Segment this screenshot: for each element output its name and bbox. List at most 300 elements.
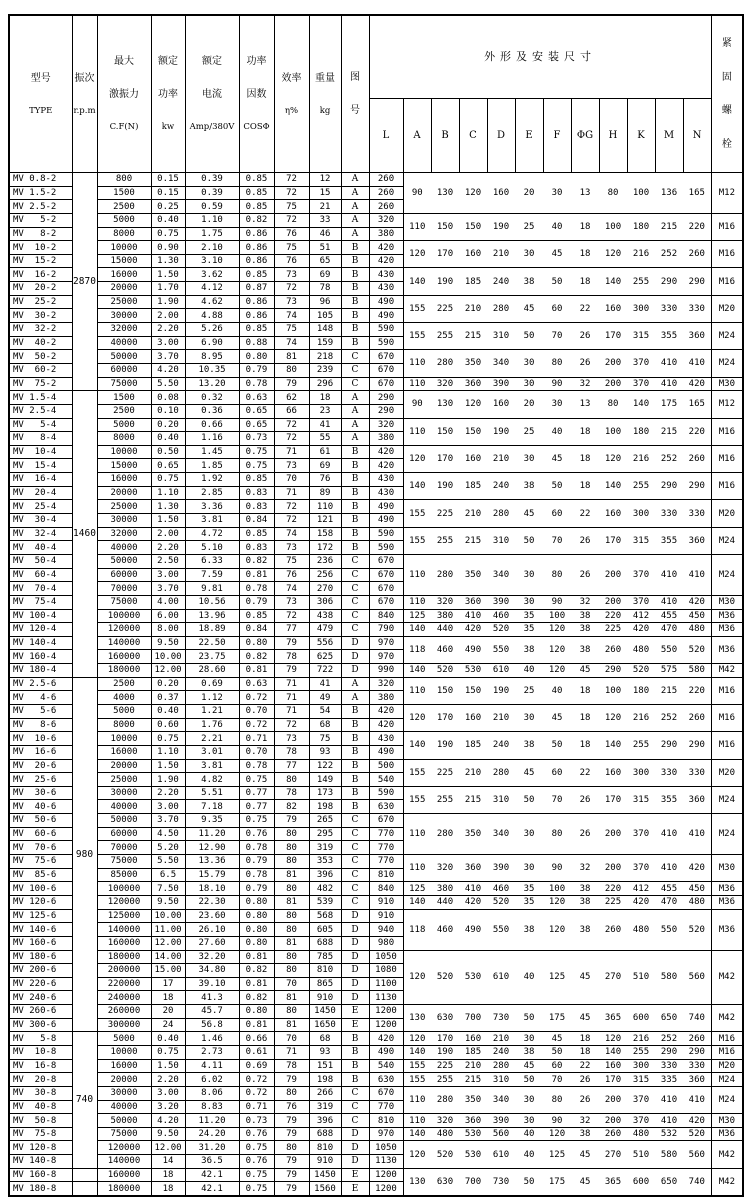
cell-dim-B: 320 xyxy=(431,377,459,391)
cell-dim-H: 120 xyxy=(599,1032,627,1046)
cell-cf: 85000 xyxy=(97,868,151,882)
cell-fig: D xyxy=(341,636,369,650)
cell-type: MV 40-8 xyxy=(9,1100,72,1114)
cell-dim-C: 160 xyxy=(459,241,487,268)
cell-cf: 16000 xyxy=(97,473,151,487)
cell-cf: 180000 xyxy=(97,1182,151,1196)
table-row xyxy=(9,786,743,800)
cell-amp: 41.3 xyxy=(185,991,239,1005)
cell-kw: 6.00 xyxy=(151,609,185,623)
cell-type: MV 2.5-6 xyxy=(9,677,72,691)
cell-dim-H: 160 xyxy=(599,1059,627,1073)
cell-dim-D: 610 xyxy=(487,950,515,1005)
cell-dim-D: 240 xyxy=(487,732,515,759)
cell-fig: B xyxy=(341,295,369,309)
cell-cf: 5000 xyxy=(97,704,151,718)
cell-dim-K: 370 xyxy=(627,554,655,595)
cell-dim-E: 50 xyxy=(515,1005,543,1032)
cell-dim-M: 550 xyxy=(655,909,683,950)
cell-dim-N: 220 xyxy=(683,418,711,445)
cell-dim-N: 360 xyxy=(683,323,711,350)
cell-cos: 0.77 xyxy=(239,786,274,800)
cell-cos: 0.85 xyxy=(239,473,274,487)
cell-dim-N: 330 xyxy=(683,1059,711,1073)
cell-bolt: M20 xyxy=(711,759,743,786)
cell-fig: C xyxy=(341,609,369,623)
cell-amp: 1.76 xyxy=(185,718,239,732)
cell-dim-K: 180 xyxy=(627,677,655,704)
table-row xyxy=(9,295,743,309)
cell-cf: 5000 xyxy=(97,213,151,227)
cell-dim-E: 30 xyxy=(515,554,543,595)
cell-bolt: M24 xyxy=(711,1086,743,1113)
cell-dim-D: 280 xyxy=(487,295,515,322)
cell-dim-M: 455 xyxy=(655,609,683,623)
cell-bolt: M24 xyxy=(711,1073,743,1087)
cell-amp: 0.36 xyxy=(185,404,239,418)
cell-eff: 81 xyxy=(274,936,309,950)
cell-kg: 239 xyxy=(309,363,341,377)
cell-dim-N: 220 xyxy=(683,677,711,704)
cell-kw: 10.00 xyxy=(151,909,185,923)
cell-dim-B: 190 xyxy=(431,732,459,759)
cell-dim-E: 38 xyxy=(515,268,543,295)
cell-dim-N: 480 xyxy=(683,623,711,637)
cell-kg: 68 xyxy=(309,1032,341,1046)
cell-dim-A: 90 xyxy=(403,391,431,418)
col-header-kw-en: kw xyxy=(161,122,175,132)
cell-dim-C: 210 xyxy=(459,759,487,786)
cell-dim-K: 100 xyxy=(627,173,655,214)
cell-type: MV 30-8 xyxy=(9,1086,72,1100)
cell-cos: 0.86 xyxy=(239,241,274,255)
cell-kg: 688 xyxy=(309,1127,341,1141)
cell-dim-F: 120 xyxy=(543,623,571,637)
cell-kg: 438 xyxy=(309,609,341,623)
cell-eff: 76 xyxy=(274,568,309,582)
cell-dim-H: 160 xyxy=(599,759,627,786)
cell-kw: 0.20 xyxy=(151,677,185,691)
cell-dim-E: 25 xyxy=(515,418,543,445)
cell-kg: 76 xyxy=(309,473,341,487)
cell-dim-ΦG: 32 xyxy=(571,377,599,391)
cell-dim-B: 440 xyxy=(431,895,459,909)
cell-dim-N: 165 xyxy=(683,391,711,418)
cell-dim-E: 35 xyxy=(515,623,543,637)
cell-L: 290 xyxy=(369,404,403,418)
cell-eff: 81 xyxy=(274,350,309,364)
cell-dim-A: 110 xyxy=(403,595,431,609)
cell-dim-B: 225 xyxy=(431,759,459,786)
cell-dim-N: 580 xyxy=(683,664,711,678)
cell-amp: 1.92 xyxy=(185,473,239,487)
cell-cf: 60000 xyxy=(97,827,151,841)
cell-dim-C: 160 xyxy=(459,445,487,472)
cell-L: 420 xyxy=(369,1032,403,1046)
cell-dim-A: 110 xyxy=(403,377,431,391)
cell-fig: B xyxy=(341,759,369,773)
cell-dim-D: 520 xyxy=(487,623,515,637)
cell-kg: 93 xyxy=(309,745,341,759)
cell-type: MV 8-2 xyxy=(9,227,72,241)
table-row xyxy=(9,391,743,405)
cell-amp: 13.96 xyxy=(185,609,239,623)
cell-kw: 1.90 xyxy=(151,773,185,787)
cell-dim-M: 252 xyxy=(655,704,683,731)
cell-kg: 296 xyxy=(309,377,341,391)
cell-cos: 0.86 xyxy=(239,254,274,268)
cell-fig: C xyxy=(341,377,369,391)
cell-type: MV 140-6 xyxy=(9,923,72,937)
cell-dim-M: 355 xyxy=(655,323,683,350)
cell-dim-M: 410 xyxy=(655,595,683,609)
cell-dim-F: 80 xyxy=(543,1086,571,1113)
cell-dim-M: 650 xyxy=(655,1005,683,1032)
col-header-dims-title: 外形及安装尺寸 xyxy=(369,15,711,98)
cell-type: MV 10-2 xyxy=(9,241,72,255)
cell-dim-M: 550 xyxy=(655,636,683,663)
cell-dim-K: 180 xyxy=(627,418,655,445)
cell-dim-F: 120 xyxy=(543,1127,571,1141)
cell-bolt: M16 xyxy=(711,268,743,295)
cell-dim-A: 155 xyxy=(403,500,431,527)
cell-dim-N: 410 xyxy=(683,1086,711,1113)
cell-bolt: M36 xyxy=(711,623,743,637)
cell-L: 430 xyxy=(369,486,403,500)
cell-L: 420 xyxy=(369,254,403,268)
cell-eff: 73 xyxy=(274,732,309,746)
cell-dim-F: 125 xyxy=(543,1141,571,1168)
cell-dim-F: 45 xyxy=(543,1032,571,1046)
cell-dim-E: 30 xyxy=(515,350,543,377)
cell-cf: 200000 xyxy=(97,964,151,978)
cell-dim-B: 255 xyxy=(431,323,459,350)
cell-fig: B xyxy=(341,486,369,500)
cell-dim-A: 155 xyxy=(403,786,431,813)
cell-cf: 800 xyxy=(97,173,151,187)
cell-L: 670 xyxy=(369,554,403,568)
cell-dim-C: 350 xyxy=(459,554,487,595)
cell-kg: 319 xyxy=(309,1100,341,1114)
cell-eff: 72 xyxy=(274,609,309,623)
cell-dim-A: 140 xyxy=(403,732,431,759)
cell-dim-B: 225 xyxy=(431,295,459,322)
cell-dim-H: 200 xyxy=(599,554,627,595)
table-row xyxy=(9,1114,743,1128)
cell-dim-D: 390 xyxy=(487,855,515,882)
cell-fig: B xyxy=(341,514,369,528)
col-header-cos-zh1: 功率 xyxy=(246,56,267,67)
cell-fig: B xyxy=(341,473,369,487)
cell-cos: 0.88 xyxy=(239,336,274,350)
cell-dim-K: 300 xyxy=(627,1059,655,1073)
cell-dim-A: 120 xyxy=(403,445,431,472)
cell-cf: 50000 xyxy=(97,554,151,568)
cell-kw: 9.50 xyxy=(151,1127,185,1141)
table-row xyxy=(9,554,743,568)
cell-dim-D: 190 xyxy=(487,213,515,240)
cell-dim-F: 40 xyxy=(543,213,571,240)
cell-kw: 1.50 xyxy=(151,759,185,773)
cell-dim-E: 30 xyxy=(515,595,543,609)
cell-kg: 396 xyxy=(309,868,341,882)
cell-dim-H: 225 xyxy=(599,623,627,637)
table-row xyxy=(9,323,743,337)
cell-kw: 0.25 xyxy=(151,200,185,214)
cell-dim-B: 150 xyxy=(431,677,459,704)
cell-dim-F: 45 xyxy=(543,445,571,472)
cell-dim-M: 136 xyxy=(655,173,683,214)
cell-cf: 40000 xyxy=(97,800,151,814)
cell-dim-ΦG: 18 xyxy=(571,704,599,731)
cell-dim-H: 200 xyxy=(599,595,627,609)
cell-kw: 18 xyxy=(151,991,185,1005)
cell-dim-D: 460 xyxy=(487,609,515,623)
cell-dim-F: 50 xyxy=(543,732,571,759)
cell-L: 490 xyxy=(369,514,403,528)
cell-eff: 78 xyxy=(274,786,309,800)
cell-fig: B xyxy=(341,773,369,787)
cell-dim-F: 45 xyxy=(543,704,571,731)
cell-kw: 0.75 xyxy=(151,227,185,241)
col-header-fig-zh1: 图 xyxy=(350,71,360,83)
cell-cos: 0.76 xyxy=(239,827,274,841)
cell-cf: 5000 xyxy=(97,1032,151,1046)
cell-dim-D: 310 xyxy=(487,1073,515,1087)
cell-cos: 0.80 xyxy=(239,636,274,650)
cell-dim-ΦG: 45 xyxy=(571,1005,599,1032)
table-row xyxy=(9,704,743,718)
cell-kg: 218 xyxy=(309,350,341,364)
cell-dim-D: 160 xyxy=(487,391,515,418)
cell-kw: 1.90 xyxy=(151,295,185,309)
cell-cf: 180000 xyxy=(97,950,151,964)
cell-fig: B xyxy=(341,1073,369,1087)
cell-dim-A: 155 xyxy=(403,295,431,322)
cell-cf: 25000 xyxy=(97,773,151,787)
cell-cf: 25000 xyxy=(97,500,151,514)
table-row xyxy=(9,1127,743,1141)
cell-dim-D: 210 xyxy=(487,1032,515,1046)
cell-kg: 295 xyxy=(309,827,341,841)
cell-dim-C: 410 xyxy=(459,609,487,623)
cell-type: MV 120-6 xyxy=(9,895,72,909)
cell-dim-A: 155 xyxy=(403,527,431,554)
cell-kw: 1.10 xyxy=(151,486,185,500)
table-row xyxy=(9,895,743,909)
cell-fig: C xyxy=(341,554,369,568)
cell-cf: 2500 xyxy=(97,677,151,691)
cell-fig: C xyxy=(341,827,369,841)
cell-dim-M: 290 xyxy=(655,268,683,295)
col-header-dim-N: N xyxy=(683,98,711,172)
cell-eff: 73 xyxy=(274,295,309,309)
cell-L: 420 xyxy=(369,445,403,459)
cell-eff: 72 xyxy=(274,432,309,446)
cell-eff: 80 xyxy=(274,841,309,855)
cell-type: MV 75-6 xyxy=(9,855,72,869)
cell-dim-N: 740 xyxy=(683,1005,711,1032)
cell-dim-M: 650 xyxy=(655,1168,683,1196)
cell-dim-K: 420 xyxy=(627,623,655,637)
cell-dim-ΦG: 26 xyxy=(571,1086,599,1113)
cell-kg: 270 xyxy=(309,582,341,596)
cell-amp: 4.72 xyxy=(185,527,239,541)
cell-kw: 1.50 xyxy=(151,514,185,528)
cell-L: 970 xyxy=(369,650,403,664)
cell-fig: B xyxy=(341,336,369,350)
cell-dim-H: 140 xyxy=(599,268,627,295)
cell-type: MV 2.5-4 xyxy=(9,404,72,418)
col-header-cf-zh1: 最大 xyxy=(114,56,134,67)
cell-fig: E xyxy=(341,1182,369,1196)
col-header-kw-zh1: 额定 xyxy=(158,56,178,67)
cell-amp: 0.66 xyxy=(185,418,239,432)
cell-bolt: M24 xyxy=(711,554,743,595)
cell-amp: 1.45 xyxy=(185,445,239,459)
col-header-bolt-zh2: 固 xyxy=(721,71,732,83)
cell-dim-H: 260 xyxy=(599,1127,627,1141)
cell-type: MV 16-4 xyxy=(9,473,72,487)
cell-dim-M: 290 xyxy=(655,732,683,759)
cell-rpm: 2870 xyxy=(72,173,97,391)
cell-amp: 8.06 xyxy=(185,1086,239,1100)
cell-dim-D: 240 xyxy=(487,1046,515,1060)
cell-kw: 2.20 xyxy=(151,541,185,555)
cell-type: MV 40-4 xyxy=(9,541,72,555)
cell-kg: 1560 xyxy=(309,1182,341,1196)
cell-dim-H: 200 xyxy=(599,1114,627,1128)
cell-type: MV 50-6 xyxy=(9,814,72,828)
cell-dim-C: 185 xyxy=(459,1046,487,1060)
cell-amp: 15.79 xyxy=(185,868,239,882)
cell-cos: 0.70 xyxy=(239,745,274,759)
col-header-bolt-zh1: 紧 xyxy=(721,38,732,49)
cell-dim-B: 440 xyxy=(431,623,459,637)
cell-dim-D: 390 xyxy=(487,1114,515,1128)
cell-dim-B: 380 xyxy=(431,882,459,896)
cell-dim-ΦG: 18 xyxy=(571,418,599,445)
cell-cf: 2500 xyxy=(97,404,151,418)
table-row xyxy=(9,664,743,678)
cell-cos: 0.81 xyxy=(239,664,274,678)
cell-rpm-empty xyxy=(72,1168,97,1182)
cell-fig: D xyxy=(341,991,369,1005)
cell-kg: 865 xyxy=(309,977,341,991)
cell-eff: 80 xyxy=(274,964,309,978)
cell-cos: 0.81 xyxy=(239,1018,274,1032)
cell-dim-B: 320 xyxy=(431,855,459,882)
col-header-cos-en: COSΦ xyxy=(243,122,270,132)
cell-dim-H: 170 xyxy=(599,323,627,350)
cell-eff: 72 xyxy=(274,718,309,732)
cell-kg: 910 xyxy=(309,991,341,1005)
cell-kg: 306 xyxy=(309,595,341,609)
cell-kw: 0.15 xyxy=(151,173,185,187)
cell-L: 1080 xyxy=(369,964,403,978)
cell-cf: 125000 xyxy=(97,909,151,923)
cell-type: MV 25-2 xyxy=(9,295,72,309)
cell-dim-M: 335 xyxy=(655,1073,683,1087)
cell-kw: 1.50 xyxy=(151,268,185,282)
cell-cos: 0.82 xyxy=(239,650,274,664)
cell-type: MV 16-6 xyxy=(9,745,72,759)
cell-L: 380 xyxy=(369,691,403,705)
cell-dim-A: 110 xyxy=(403,814,431,855)
col-header-type-zh: 型号 xyxy=(30,72,51,84)
cell-dim-H: 270 xyxy=(599,950,627,1005)
cell-cos: 0.76 xyxy=(239,1155,274,1169)
cell-fig: D xyxy=(341,1141,369,1155)
cell-dim-A: 125 xyxy=(403,882,431,896)
cell-kg: 625 xyxy=(309,650,341,664)
cell-cf: 40000 xyxy=(97,336,151,350)
cell-dim-C: 410 xyxy=(459,882,487,896)
cell-dim-N: 410 xyxy=(683,814,711,855)
cell-cf: 15000 xyxy=(97,459,151,473)
cell-kw: 4.20 xyxy=(151,1114,185,1128)
cell-dim-K: 216 xyxy=(627,1032,655,1046)
cell-cos: 0.61 xyxy=(239,1046,274,1060)
cell-dim-A: 125 xyxy=(403,609,431,623)
cell-fig: B xyxy=(341,459,369,473)
col-header-eff-en: η% xyxy=(284,105,299,116)
cell-cos: 0.85 xyxy=(239,323,274,337)
cell-amp: 10.56 xyxy=(185,595,239,609)
cell-fig: D xyxy=(341,1127,369,1141)
cell-amp: 31.20 xyxy=(185,1141,239,1155)
cell-dim-ΦG: 18 xyxy=(571,213,599,240)
cell-L: 670 xyxy=(369,582,403,596)
cell-cos: 0.69 xyxy=(239,1059,274,1073)
cell-kg: 910 xyxy=(309,1155,341,1169)
cell-dim-M: 580 xyxy=(655,1141,683,1168)
cell-bolt: M36 xyxy=(711,609,743,623)
cell-type: MV 5-4 xyxy=(9,418,72,432)
cell-dim-E: 50 xyxy=(515,527,543,554)
cell-dim-M: 330 xyxy=(655,759,683,786)
cell-dim-ΦG: 22 xyxy=(571,295,599,322)
cell-dim-C: 185 xyxy=(459,268,487,295)
cell-dim-F: 80 xyxy=(543,554,571,595)
cell-dim-B: 225 xyxy=(431,1059,459,1073)
cell-dim-D: 280 xyxy=(487,759,515,786)
col-header-dim-C: C xyxy=(459,98,487,172)
cell-kw: 0.40 xyxy=(151,213,185,227)
cell-bolt: M42 xyxy=(711,950,743,1005)
cell-dim-N: 560 xyxy=(683,1141,711,1168)
cell-dim-B: 280 xyxy=(431,1086,459,1113)
cell-dim-B: 320 xyxy=(431,1114,459,1128)
cell-dim-D: 280 xyxy=(487,1059,515,1073)
cell-bolt: M36 xyxy=(711,909,743,950)
table-row xyxy=(9,909,743,923)
cell-fig: C xyxy=(341,841,369,855)
cell-bolt: M16 xyxy=(711,677,743,704)
cell-kw: 1.30 xyxy=(151,254,185,268)
cell-fig: D xyxy=(341,977,369,991)
cell-fig: D xyxy=(341,664,369,678)
cell-dim-D: 210 xyxy=(487,445,515,472)
cell-kg: 198 xyxy=(309,800,341,814)
cell-dim-C: 360 xyxy=(459,1114,487,1128)
cell-L: 1200 xyxy=(369,1182,403,1196)
cell-dim-K: 520 xyxy=(627,664,655,678)
cell-dim-H: 170 xyxy=(599,1073,627,1087)
cell-eff: 70 xyxy=(274,473,309,487)
cell-bolt: M24 xyxy=(711,350,743,377)
cell-eff: 80 xyxy=(274,827,309,841)
